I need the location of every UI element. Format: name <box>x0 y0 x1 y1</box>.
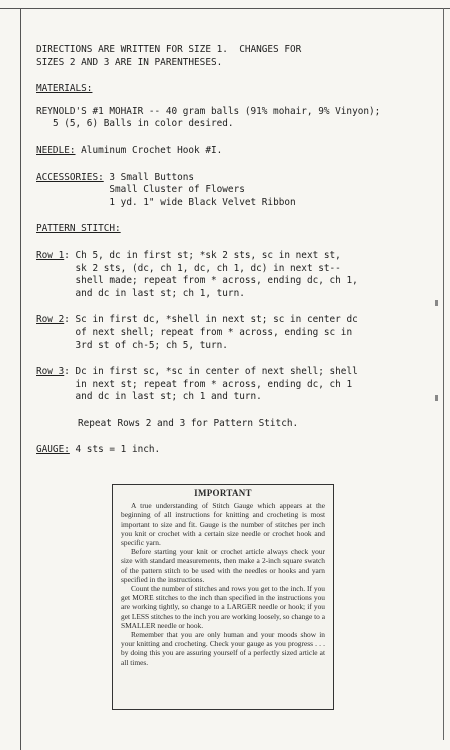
gauge-label: GAUGE: <box>36 444 70 456</box>
right-margin-rule <box>443 8 444 740</box>
intro-line-2: SIZES 2 AND 3 ARE IN PARENTHESES. <box>36 56 223 68</box>
top-border-rule <box>0 8 450 9</box>
accessories-block <box>36 172 412 210</box>
materials-line-2: 5 (5, 6) Balls in color desired. <box>36 118 234 130</box>
materials-line-1: REYNOLD'S #1 MOHAIR -- 40 gram balls (91% mohair, 9% Vinyon); <box>36 105 381 117</box>
row-label: Row 1 <box>36 249 65 261</box>
row-label: Row 3 <box>36 366 65 378</box>
accessory-item: Small Cluster of Flowers <box>109 184 245 196</box>
row-line: and dc in last st; ch 1, turn. <box>75 287 245 299</box>
needle-text: Aluminum Crochet Hook #I. <box>75 144 223 156</box>
needle-label: NEEDLE: <box>36 144 76 156</box>
edge-mark <box>435 300 438 306</box>
row-line: Dc in first sc, *sc in center of next shell; shell <box>75 366 358 378</box>
instructions-page <box>36 44 412 457</box>
needle-line <box>36 145 412 158</box>
gauge-line <box>36 444 412 457</box>
materials-heading: MATERIALS: <box>36 83 93 95</box>
important-paragraph: A true understanding of Stitch Gauge which appears at the beginning of all instructions for knitting and crocheting is most important to size and fit. Gauge is the number of stitches per inch you knit or crochet with a certain size needle or crochet hook and specific yarn. <box>121 501 325 548</box>
row-3-instructions: Row 3 : Dc in first sc, *sc in center of next shell; shell in next st; repeat from * across, ending dc, ch 1 and dc in last st; ch 1 and turn. <box>36 366 412 404</box>
row-line: Ch 5, dc in first st; *sk 2 sts, sc in next st, <box>75 249 341 261</box>
row-line: and dc in last st; ch 1 and turn. <box>75 391 262 403</box>
row-line: 3rd st of ch-5; ch 5, turn. <box>75 339 228 351</box>
row-line: Sc in first dc, *shell in next st; sc in center dc <box>75 314 358 326</box>
row-1-instructions: Row 1 : Ch 5, dc in first st; *sk 2 sts, sc in next st, sk 2 sts, (dc, ch 1, dc, ch 1, dc) in next st-- shell made; repeat from * across, ending dc, ch 1, and dc in last st; ch 1, turn. <box>36 250 412 300</box>
repeat-instruction: Repeat Rows 2 and 3 for Pattern Stitch. <box>78 417 299 429</box>
accessory-item: 3 Small Buttons <box>109 171 195 183</box>
gauge-text: 4 sts = 1 inch. <box>69 444 161 456</box>
row-line: of next shell; repeat from * across, ending sc in <box>75 326 353 338</box>
row-2-instructions: Row 2 : Sc in first dc, *shell in next st; sc in center dc of next shell; repeat from * across, ending sc in 3rd st of ch-5; ch 5, turn. <box>36 314 412 352</box>
intro-line-1: DIRECTIONS ARE WRITTEN FOR SIZE 1. CHANGES FOR <box>36 44 302 55</box>
row-line: in next st; repeat from * across, ending dc, ch 1 <box>75 378 353 390</box>
row-label: Row 2 <box>36 314 65 326</box>
pattern-stitch-heading: PATTERN STITCH: <box>36 223 121 235</box>
important-notice-box <box>112 484 334 710</box>
important-paragraph: Count the number of stitches and rows you get to the inch. If you get MORE stitches to the inch than specified in the instructions you are working tightly, so change to a LARGER needle or hook; if you get LESS stitches to the inch you are working loosely, so change to a SMALLER needle or hook. <box>121 584 325 630</box>
accessory-item: 1 yd. 1" wide Black Velvet Ribbon <box>109 196 296 208</box>
left-margin-rule <box>20 8 21 750</box>
important-title: IMPORTANT <box>194 488 252 498</box>
important-paragraph: Remember that you are only human and your moods show in your knitting and crocheting. Check your gauge as you progress . . . by doing this you are assuring yourself of a perfectly sized article at all times. <box>121 630 325 667</box>
edge-mark <box>435 395 438 401</box>
row-line: shell made; repeat from * across, ending dc, ch 1, <box>75 275 358 287</box>
important-paragraph: Before starting your knit or crochet article always check your size with standard measurements, then make a 2-inch square swatch of the pattern stitch to be used with the needles or hooks and yarn specified in the instructions. <box>121 547 325 584</box>
accessories-label: ACCESSORIES: <box>36 171 104 183</box>
row-line: sk 2 sts, (dc, ch 1, dc, ch 1, dc) in next st-- <box>75 262 341 274</box>
